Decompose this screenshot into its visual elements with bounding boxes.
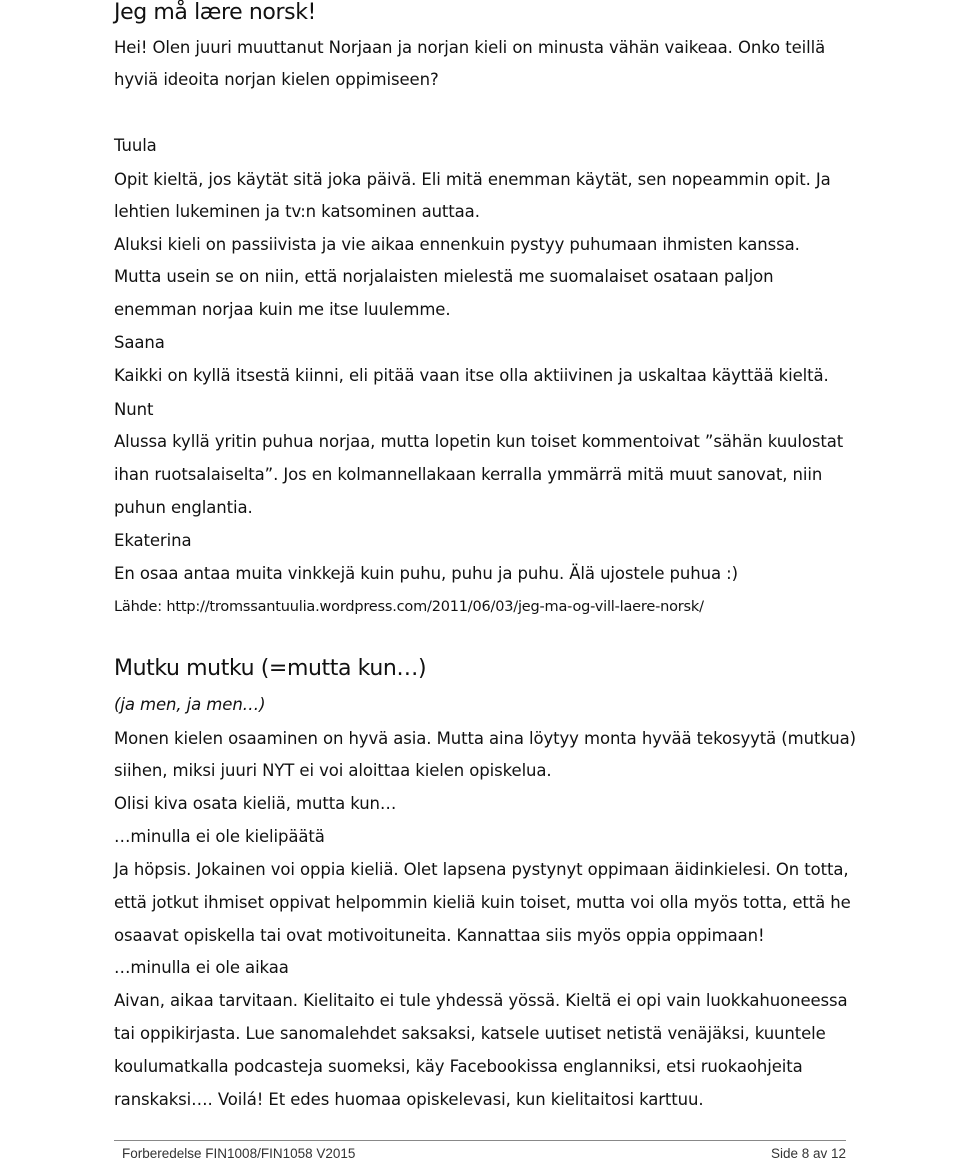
reply-text: enemman norjaa kuin me itse luulemme. xyxy=(114,300,451,319)
reply-text: Alussa kyllä yritin puhua norjaa, mutta lopetin kun toiset kommentoivat ”sähän kuulostat xyxy=(114,432,844,451)
question-text: hyviä ideoita norjan kielen oppimiseen? xyxy=(114,70,439,89)
question-text: Hei! Olen juuri muuttanut Norjaan ja norjan kieli on minusta vähän vaikeaa. Onko teillä xyxy=(114,38,826,57)
subheading: Olisi kiva osata kieliä, mutta kun… xyxy=(114,794,397,813)
body-text: koulumatkalla podcasteja suomeksi, käy Facebookissa englanniksi, etsi ruokaohjeita xyxy=(114,1057,803,1076)
footer-course: Forberedelse FIN1008/FIN1058 V2015 xyxy=(122,1146,356,1161)
section-subtitle: (ja men, ja men…) xyxy=(114,695,266,714)
footer-page-number: Side 8 av 12 xyxy=(770,1146,846,1161)
subheading: …minulla ei ole kielipäätä xyxy=(114,827,325,846)
footer-divider xyxy=(114,1140,846,1141)
reply-text: Mutta usein se on niin, että norjalaisten mielestä me suomalaiset osataan paljon xyxy=(114,267,774,286)
body-text: ranskaksi…. Voilá! Et edes huomaa opiskelevasi, kun kielitaitosi karttuu. xyxy=(114,1090,704,1109)
body-text: että jotkut ihmiset oppivat helpommin kieliä kuin toiset, mutta voi olla myös totta, että he xyxy=(114,893,851,912)
reply-text: ihan ruotsalaiselta”. Jos en kolmannellakaan kerralla ymmärrä mitä muut sanovat, niin xyxy=(114,465,823,484)
body-text: Monen kielen osaaminen on hyvä asia. Mutta aina löytyy monta hyvää tekosyytä (mutkua) xyxy=(114,729,857,748)
body-text: tai oppikirjasta. Lue sanomalehdet saksaksi, katsele uutiset netistä venäjäksi, kuuntele xyxy=(114,1024,826,1043)
section-title: Mutku mutku (=mutta kun…) xyxy=(114,656,427,681)
reply-text: puhun englantia. xyxy=(114,498,253,517)
subheading: …minulla ei ole aikaa xyxy=(114,958,289,977)
author-name: Ekaterina xyxy=(114,531,192,550)
reply-text: Opit kieltä, jos käytät sitä joka päivä. Eli mitä enemman käytät, sen nopeammin opit. Ja xyxy=(114,170,831,189)
section-title: Jeg må lære norsk! xyxy=(114,0,316,25)
author-name: Tuula xyxy=(114,136,157,155)
body-text: osaavat opiskella tai ovat motivoituneita. Kannattaa siis myös oppia oppimaan! xyxy=(114,926,765,945)
body-text: siihen, miksi juuri NYT ei voi aloittaa kielen opiskelua. xyxy=(114,761,552,780)
reply-text: lehtien lukeminen ja tv:n katsominen auttaa. xyxy=(114,202,480,221)
body-text: Ja höpsis. Jokainen voi oppia kieliä. Olet lapsena pystynyt oppimaan äidinkielesi. On totta, xyxy=(114,860,849,879)
reply-text: Aluksi kieli on passiivista ja vie aikaa ennenkuin pystyy puhumaan ihmisten kanssa. xyxy=(114,235,800,254)
author-name: Saana xyxy=(114,333,165,352)
body-text: Aivan, aikaa tarvitaan. Kielitaito ei tule yhdessä yössä. Kieltä ei opi vain luokkahuoneessa xyxy=(114,991,848,1010)
source-link[interactable]: Lähde: http://tromssantuulia.wordpress.com/2011/06/03/jeg-ma-og-vill-laere-norsk/ xyxy=(114,599,704,615)
reply-text: En osaa antaa muita vinkkejä kuin puhu, puhu ja puhu. Älä ujostele puhua :) xyxy=(114,564,738,583)
reply-text: Kaikki on kyllä itsestä kiinni, eli pitää vaan itse olla aktiivinen ja uskaltaa käyttää kieltä. xyxy=(114,366,829,385)
author-name: Nunt xyxy=(114,400,154,419)
